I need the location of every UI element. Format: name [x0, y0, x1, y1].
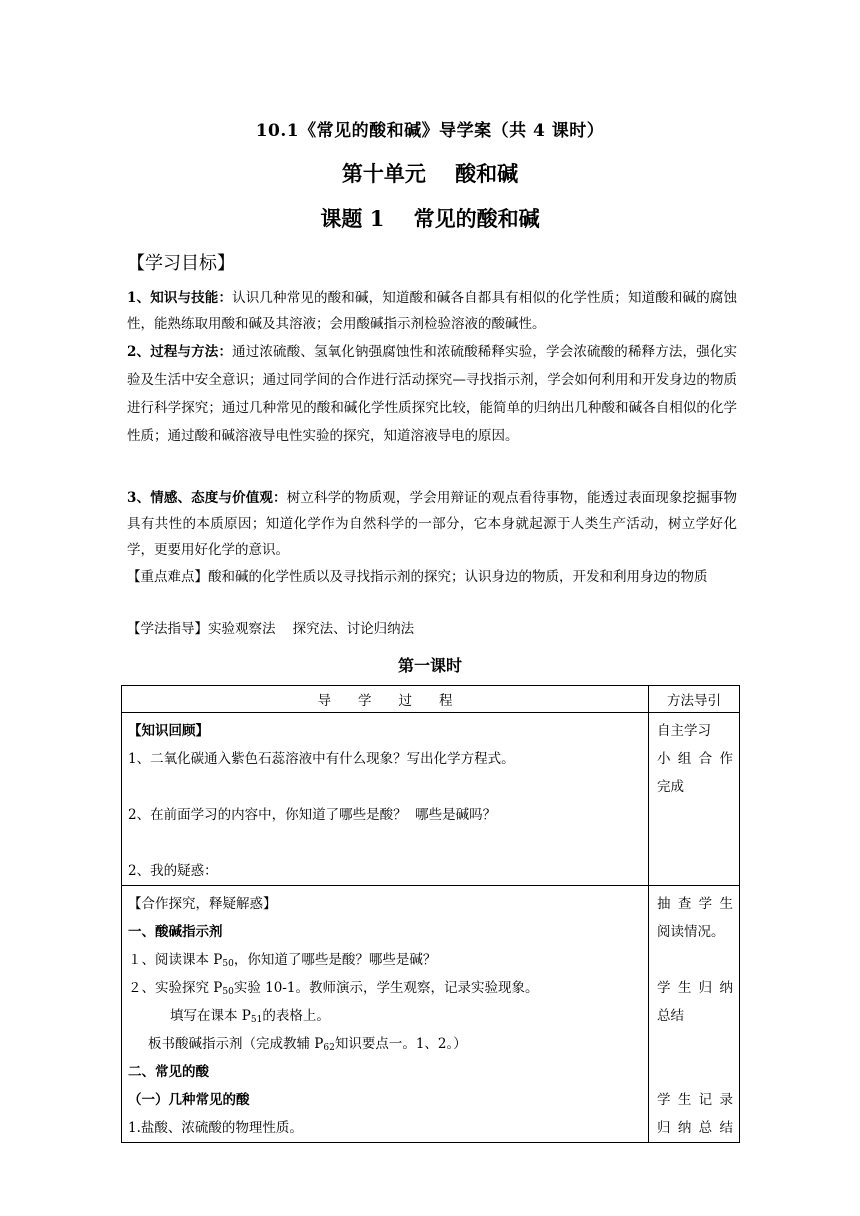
lesson-period-title: 第一课时: [397, 656, 462, 675]
review-question-1: 1、二氧化碳通入紫色石蕊溶液中有什么现象？写出化学方程式。: [128, 751, 515, 767]
review-cell: [122, 713, 649, 886]
method-note: 小组合作: [657, 751, 733, 767]
header-process: 导 学 过 程: [122, 686, 649, 713]
objective-process: [127, 338, 737, 450]
review-question-2: 2、在前面学习的内容中，你知道了哪些是酸？ 哪些是碱吗？: [128, 807, 497, 823]
unit-title: 第十单元 酸和碱: [341, 161, 519, 186]
method-note: 归纳总结: [657, 1120, 733, 1136]
knowledge-label: 1、知识与技能：: [127, 290, 233, 306]
inquiry-method-cell: [649, 886, 740, 1143]
method-label: 【学法指导】: [127, 621, 208, 637]
table-row: [122, 886, 740, 1143]
process-text: 通过浓硫酸、氢氧化钠强腐蚀性和浓硫酸稀释实验，学会浓硫酸的稀释方法，强化实验及生活中安全意识；通过同学间的合作进行活动探究—寻找指示剂，学会如何利用和开发身边的物质进行科学探究；通过几种常见的酸和碱化学性质探究比较，能简单的归纳出几种酸和碱各自相似的化学性质；通过酸和碱溶液导电性实验的探究，知道溶液导电的原因。: [127, 344, 737, 444]
review-method-cell: [649, 713, 740, 886]
section-indicators: 一、酸碱指示剂: [128, 924, 223, 940]
method-note: 抽查学生: [657, 896, 733, 912]
objectives-heading: 【学习目标】: [127, 253, 235, 274]
document-title: 10.1《常见的酸和碱》导学案（共 4 课时）: [255, 121, 605, 141]
method-note: 学生记录: [657, 1092, 733, 1108]
inquiry-cell: [122, 886, 649, 1143]
method-note: 完成: [657, 779, 684, 795]
inquiry-item: １、阅读课本 $P_{50}$，你知道了哪些是酸？哪些是碱？: [128, 952, 437, 969]
lesson-table: [121, 685, 740, 1143]
objective-emotion: [127, 485, 737, 563]
key-text: 酸和碱的化学性质以及寻找指示剂的探究；认识身边的物质，开发和利用身边的物质: [208, 569, 708, 585]
process-label: 2、过程与方法：: [127, 344, 233, 360]
knowledge-text: 认识几种常见的酸和碱，知道酸和碱各自都具有相似的化学性质；知道酸和碱的腐蚀性，能熟练取用酸和碱及其溶液；会用酸碱指示剂检验溶液的酸碱性。: [127, 290, 737, 332]
emotion-label: 3、情感、态度与价值观：: [127, 490, 287, 506]
method-note: 自主学习: [657, 723, 711, 739]
review-heading: 【知识回顾】: [128, 723, 209, 739]
key-difficulties: [127, 564, 737, 590]
lesson-topic-title: 课题 1 常见的酸和碱: [320, 206, 540, 231]
inquiry-item: 1.盐酸、浓硫酸的物理性质。: [128, 1120, 303, 1136]
header-method: 方法导引: [649, 686, 740, 713]
inquiry-heading: 【合作探究，释疑解惑】: [128, 896, 277, 912]
method-text: 实验观察法 探究法、讨论归纳法: [208, 621, 415, 637]
inquiry-item: 填写在课本 $P_{51}$的表格上。: [170, 1008, 330, 1025]
emotion-text: 树立科学的物质观，学会用辩证的观点看待事物，能透过表面现象挖掘事物具有共性的本质原因；知道化学作为自然科学的一部分，它本身就起源于人类生产活动，树立学好化学，更要用好化学的意识。: [127, 490, 737, 558]
method-note: 学生归纳: [657, 980, 733, 996]
section-common-acids: 二、常见的酸: [128, 1064, 209, 1080]
review-question-3: 2、我的疑惑：: [128, 863, 218, 879]
inquiry-item: ２、实验探究 $P_{50}$实验 10-1。教师演示，学生观察，记录实验现象。: [128, 980, 539, 997]
method-note: 总结: [657, 1008, 684, 1024]
subsection-acids: （一）几种常见的酸: [128, 1092, 250, 1108]
inquiry-item: 板书酸碱指示剂（完成教辅 $P_{62}$知识要点一。1、2。）: [148, 1036, 467, 1053]
table-row: [122, 713, 740, 886]
study-method: [127, 616, 737, 642]
objective-knowledge: [127, 285, 737, 337]
method-note: 阅读情况。: [657, 924, 725, 940]
key-label: 【重点难点】: [127, 569, 208, 585]
table-header-row: [122, 686, 740, 713]
